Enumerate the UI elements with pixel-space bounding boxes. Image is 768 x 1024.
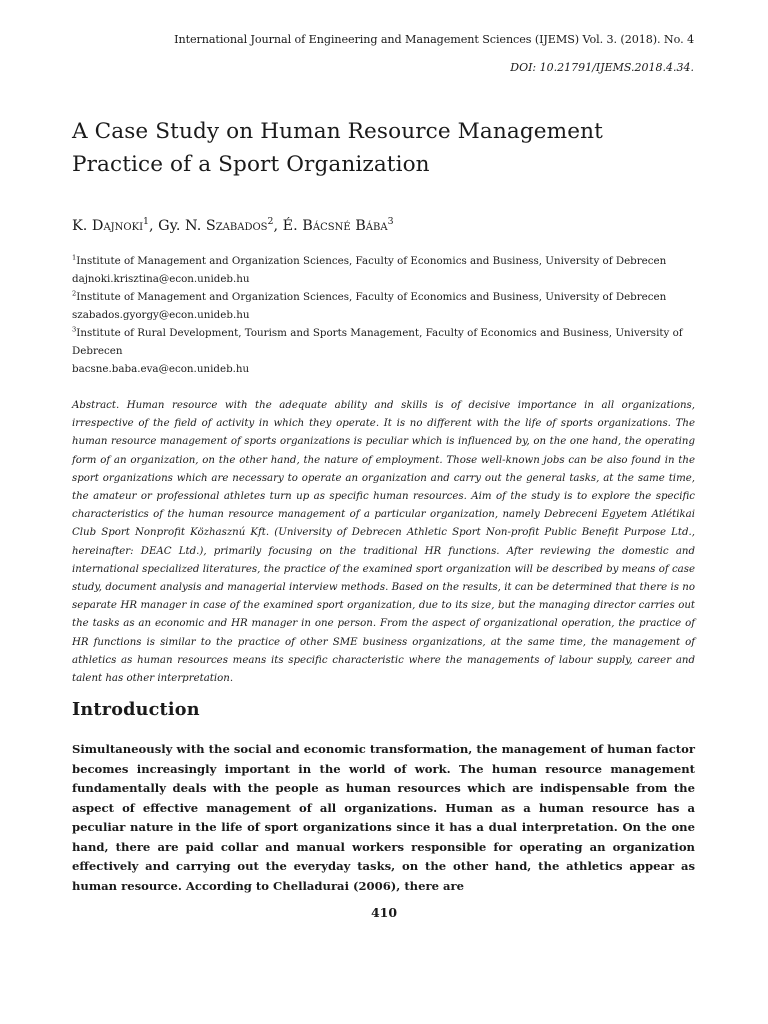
author-sup: 2 [267, 216, 274, 228]
paper-title [72, 115, 672, 181]
author-list [72, 218, 394, 234]
author [72, 218, 149, 234]
author-initial: K. [72, 218, 92, 234]
affiliation-text: Institute of Management and Organization Sciences, Faculty of Economics and Business, University of Debrecen [76, 255, 667, 267]
affiliations [72, 252, 698, 378]
introduction-paragraph: Simultaneously with the social and economic transformation, the management of human factor becomes increasingly important in the world of work. The human resource management fundamentally deals with the people as human resources which are indispensable from the aspect of effective management of all organizations. Human as a human resource has a peculiar nature in the life of sport organizations since it has a dual interpretation. On the one hand, there are paid collar and manual workers responsible for operating an organization effectively and carrying out the everyday tasks, on the other hand, the athletics appear as human resource. According to Chelladurai (2006), there are [72, 742, 695, 893]
author-separator: , [149, 218, 159, 234]
affiliation-email: szabados.gyorgy@econ.unideb.hu [72, 309, 250, 321]
author-name: Szabados [205, 218, 268, 234]
affiliation-sup: 3 [72, 325, 77, 334]
title-line-1: A Case Study on Human Resource Management [72, 119, 603, 144]
journal-header: International Journal of Engineering and Management Sciences (IJEMS) Vol. 3. (2018). No. 4 [174, 33, 694, 46]
affiliation-email: dajnoki.krisztina@econ.unideb.hu [72, 273, 250, 285]
affiliation-email: bacsne.baba.eva@econ.unideb.hu [72, 363, 250, 375]
affiliation [72, 324, 698, 360]
author-sup: 3 [387, 216, 394, 228]
page-number: 410 [370, 905, 398, 920]
author-sup: 1 [143, 216, 149, 228]
section-heading-introduction: Introduction [72, 699, 200, 720]
author-name: Bácsné Bába [302, 218, 388, 234]
author-separator: , [273, 218, 283, 234]
title-line-2: Practice of a Sport Organization [72, 152, 430, 177]
doi: DOI: 10.21791/IJEMS.2018.4.34. [510, 61, 694, 74]
author-initial: Gy. N. [158, 218, 206, 234]
abstract: Abstract. Human resource with the adequate ability and skills is of decisive importance in all organizations, irrespective of the field of activity in which they operate. It is no different with the life of sports organizations. The human resource management of sports organizations is peculiar which is influenced by, on the one hand, the operating form of an organization, on the other hand, the nature of employment. Those well-known jobs can be also found in the sport organizations which are necessary to operate an organization and carry out the general tasks, at the same time, the amateur or professional athletes turn up as specific human resources. Aim of the study is to explore the specific characteristics of the human resource management of a particular organization, namely Debreceni Egyetem Atlétikai Club Sport Nonprofit Közhasznú Kft. (University of Debrecen Athletic Sport Non-profit Public Benefit Purpose Ltd., hereinafter: DEAC Ltd.), primarily focusing on the traditional HR functions. After reviewing the domestic and international specialized literatures, the practice of the examined sport organization will be described by means of case study, document analysis and managerial interview methods. Based on the results, it can be determined that there is no separate HR manager in case of the examined sport organization, due to its size, but the managing director carries out the tasks as an economic and HR manager in one person. From the aspect of organizational operation, the practice of HR functions is similar to the practice of other SME business organizations, at the same time, the management of athletics as human resources means its specific characteristic where the managements of labour supply, career and talent has other interpretation. [72, 400, 695, 685]
author [283, 218, 394, 234]
affiliation-sup: 1 [72, 253, 77, 262]
affiliation-sup: 2 [72, 289, 77, 298]
affiliation [72, 288, 698, 306]
affiliation-text: Institute of Management and Organization Sciences, Faculty of Economics and Business, University of Debrecen [76, 291, 667, 303]
author [158, 218, 273, 234]
author-name: Dajnoki [91, 218, 144, 234]
author-initial: É. [282, 218, 303, 234]
affiliation-text: Institute of Rural Development, Tourism and Sports Management, Faculty of Economics and Business, University of Debrecen [72, 327, 683, 357]
affiliation [72, 252, 698, 270]
